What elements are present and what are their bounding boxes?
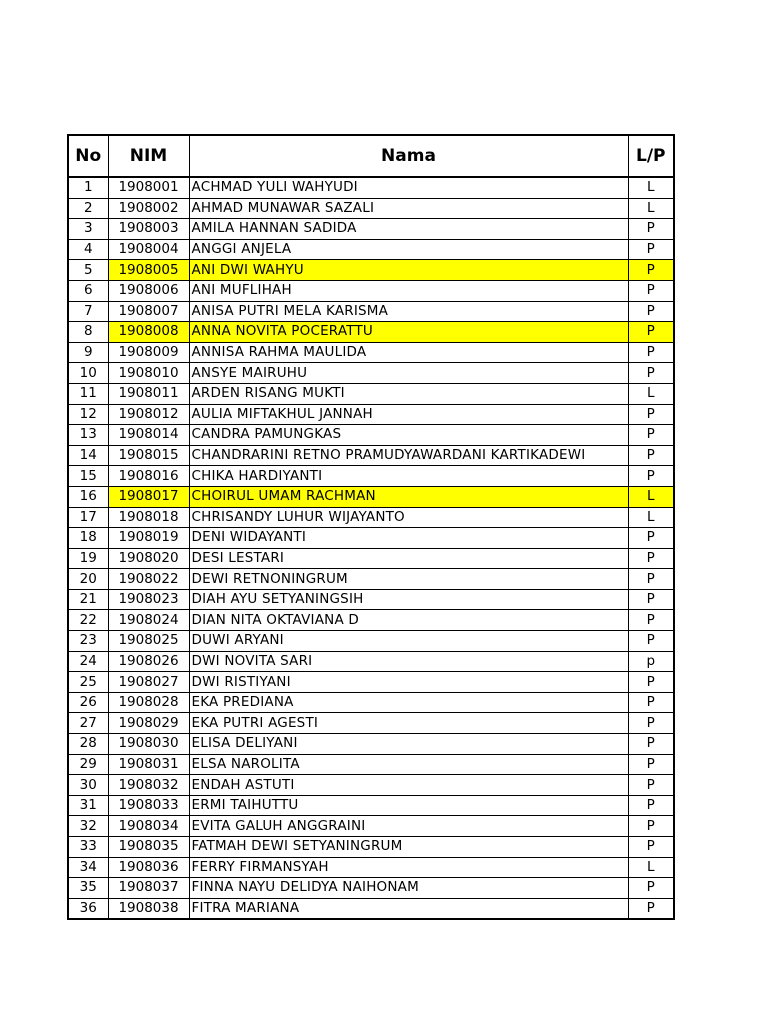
cell-nama: DESI LESTARI — [189, 548, 628, 569]
cell-nama: DUWI ARYANI — [189, 631, 628, 652]
cell-nama: AULIA MIFTAKHUL JANNAH — [189, 404, 628, 425]
table-row — [68, 363, 674, 384]
cell-nama: CANDRA PAMUNGKAS — [189, 425, 628, 446]
cell-nim: 1908030 — [108, 734, 189, 755]
cell-no: 12 — [68, 404, 108, 425]
cell-nama: ANNISA RAHMA MAULIDA — [189, 342, 628, 363]
cell-nama: ANI DWI WAHYU — [189, 260, 628, 281]
cell-nim: 1908009 — [108, 342, 189, 363]
cell-nim: 1908027 — [108, 672, 189, 693]
cell-nim: 1908005 — [108, 260, 189, 281]
table-row — [68, 548, 674, 569]
cell-no: 8 — [68, 322, 108, 343]
cell-nama: ANISA PUTRI MELA KARISMA — [189, 301, 628, 322]
table-row — [68, 219, 674, 240]
cell-lp: L — [628, 857, 674, 878]
cell-nama: DENI WIDAYANTI — [189, 528, 628, 549]
cell-nama: FERRY FIRMANSYAH — [189, 857, 628, 878]
header-lp: L/P — [628, 135, 674, 177]
cell-no: 6 — [68, 280, 108, 301]
cell-lp: L — [628, 507, 674, 528]
cell-nim: 1908038 — [108, 898, 189, 919]
table-row — [68, 610, 674, 631]
cell-no: 30 — [68, 775, 108, 796]
cell-nim: 1908034 — [108, 816, 189, 837]
cell-no: 25 — [68, 672, 108, 693]
table-row — [68, 425, 674, 446]
table-row — [68, 383, 674, 404]
cell-lp: P — [628, 713, 674, 734]
cell-nim: 1908012 — [108, 404, 189, 425]
table-row — [68, 754, 674, 775]
cell-lp: P — [628, 795, 674, 816]
table-row — [68, 672, 674, 693]
cell-nim: 1908010 — [108, 363, 189, 384]
table-row — [68, 301, 674, 322]
table-body — [68, 177, 674, 919]
cell-no: 32 — [68, 816, 108, 837]
cell-no: 27 — [68, 713, 108, 734]
cell-no: 33 — [68, 837, 108, 858]
cell-lp: L — [628, 383, 674, 404]
cell-lp: P — [628, 404, 674, 425]
cell-no: 18 — [68, 528, 108, 549]
cell-lp: P — [628, 239, 674, 260]
cell-no: 34 — [68, 857, 108, 878]
cell-nim: 1908014 — [108, 425, 189, 446]
cell-no: 7 — [68, 301, 108, 322]
cell-nim: 1908035 — [108, 837, 189, 858]
table-row — [68, 734, 674, 755]
cell-lp: p — [628, 651, 674, 672]
cell-nama: EVITA GALUH ANGGRAINI — [189, 816, 628, 837]
table-row — [68, 775, 674, 796]
cell-lp: L — [628, 486, 674, 507]
cell-nama: FINNA NAYU DELIDYA NAIHONAM — [189, 878, 628, 899]
header-nama: Nama — [189, 135, 628, 177]
cell-nim: 1908016 — [108, 466, 189, 487]
cell-nim: 1908037 — [108, 878, 189, 899]
cell-lp: P — [628, 754, 674, 775]
table-row — [68, 239, 674, 260]
table-row — [68, 795, 674, 816]
cell-lp: P — [628, 342, 674, 363]
cell-nim: 1908007 — [108, 301, 189, 322]
cell-no: 19 — [68, 548, 108, 569]
cell-nim: 1908018 — [108, 507, 189, 528]
cell-nama: DWI RISTIYANI — [189, 672, 628, 693]
table-row — [68, 486, 674, 507]
cell-nim: 1908022 — [108, 569, 189, 590]
cell-no: 13 — [68, 425, 108, 446]
cell-nim: 1908031 — [108, 754, 189, 775]
cell-nim: 1908032 — [108, 775, 189, 796]
cell-lp: P — [628, 672, 674, 693]
cell-lp: P — [628, 528, 674, 549]
cell-no: 26 — [68, 692, 108, 713]
table-row — [68, 569, 674, 590]
cell-no: 2 — [68, 198, 108, 219]
cell-no: 17 — [68, 507, 108, 528]
table-row — [68, 631, 674, 652]
cell-no: 11 — [68, 383, 108, 404]
cell-no: 3 — [68, 219, 108, 240]
cell-no: 9 — [68, 342, 108, 363]
table-row — [68, 651, 674, 672]
cell-nama: AHMAD MUNAWAR SAZALI — [189, 198, 628, 219]
cell-nim: 1908002 — [108, 198, 189, 219]
header-row — [68, 135, 674, 177]
cell-nim: 1908019 — [108, 528, 189, 549]
cell-nama: CHANDRARINI RETNO PRAMUDYAWARDANI KARTIKADEWI — [189, 445, 628, 466]
table-row — [68, 177, 674, 198]
table-row — [68, 857, 674, 878]
cell-nim: 1908004 — [108, 239, 189, 260]
table-row — [68, 878, 674, 899]
cell-nama: DIAN NITA OKTAVIANA D — [189, 610, 628, 631]
cell-nama: FATMAH DEWI SETYANINGRUM — [189, 837, 628, 858]
cell-no: 21 — [68, 589, 108, 610]
cell-no: 16 — [68, 486, 108, 507]
cell-no: 24 — [68, 651, 108, 672]
table-row — [68, 404, 674, 425]
table-row — [68, 280, 674, 301]
cell-nama: AMILA HANNAN SADIDA — [189, 219, 628, 240]
cell-lp: P — [628, 589, 674, 610]
table-row — [68, 322, 674, 343]
cell-nim: 1908033 — [108, 795, 189, 816]
cell-lp: P — [628, 548, 674, 569]
cell-nim: 1908020 — [108, 548, 189, 569]
cell-lp: P — [628, 425, 674, 446]
cell-lp: P — [628, 569, 674, 590]
table-row — [68, 713, 674, 734]
cell-nim: 1908006 — [108, 280, 189, 301]
cell-nama: CHIKA HARDIYANTI — [189, 466, 628, 487]
header-no: No — [68, 135, 108, 177]
cell-nama: DWI NOVITA SARI — [189, 651, 628, 672]
table-row — [68, 528, 674, 549]
cell-no: 10 — [68, 363, 108, 384]
cell-no: 5 — [68, 260, 108, 281]
cell-nama: FITRA MARIANA — [189, 898, 628, 919]
cell-no: 14 — [68, 445, 108, 466]
table-row — [68, 816, 674, 837]
cell-lp: L — [628, 177, 674, 198]
cell-nama: CHRISANDY LUHUR WIJAYANTO — [189, 507, 628, 528]
cell-nama: ANSYE MAIRUHU — [189, 363, 628, 384]
table-row — [68, 692, 674, 713]
cell-no: 35 — [68, 878, 108, 899]
header-nim: NIM — [108, 135, 189, 177]
cell-nama: ANI MUFLIHAH — [189, 280, 628, 301]
cell-no: 20 — [68, 569, 108, 590]
cell-no: 4 — [68, 239, 108, 260]
cell-nama: ELSA NAROLITA — [189, 754, 628, 775]
cell-lp: P — [628, 363, 674, 384]
table-row — [68, 898, 674, 919]
table-row — [68, 260, 674, 281]
table-row — [68, 507, 674, 528]
cell-nama: DIAH AYU SETYANINGSIH — [189, 589, 628, 610]
cell-nim: 1908015 — [108, 445, 189, 466]
cell-nama: EKA PUTRI AGESTI — [189, 713, 628, 734]
cell-no: 29 — [68, 754, 108, 775]
cell-nama: EKA PREDIANA — [189, 692, 628, 713]
cell-lp: P — [628, 610, 674, 631]
cell-lp: P — [628, 692, 674, 713]
cell-lp: P — [628, 219, 674, 240]
table-row — [68, 466, 674, 487]
cell-no: 1 — [68, 177, 108, 198]
cell-nama: DEWI RETNONINGRUM — [189, 569, 628, 590]
cell-nim: 1908029 — [108, 713, 189, 734]
cell-lp: P — [628, 322, 674, 343]
cell-lp: P — [628, 466, 674, 487]
cell-nim: 1908025 — [108, 631, 189, 652]
cell-lp: P — [628, 837, 674, 858]
cell-lp: P — [628, 445, 674, 466]
cell-nama: ERMI TAIHUTTU — [189, 795, 628, 816]
cell-nama: ARDEN RISANG MUKTI — [189, 383, 628, 404]
cell-nim: 1908003 — [108, 219, 189, 240]
student-table — [67, 134, 675, 920]
cell-nama: ANNA NOVITA POCERATTU — [189, 322, 628, 343]
table-row — [68, 198, 674, 219]
table-row — [68, 445, 674, 466]
cell-nama: ENDAH ASTUTI — [189, 775, 628, 796]
cell-nama: ELISA DELIYANI — [189, 734, 628, 755]
cell-lp: P — [628, 775, 674, 796]
cell-lp: P — [628, 898, 674, 919]
cell-no: 15 — [68, 466, 108, 487]
cell-nim: 1908017 — [108, 486, 189, 507]
cell-lp: P — [628, 260, 674, 281]
cell-lp: P — [628, 734, 674, 755]
cell-lp: P — [628, 878, 674, 899]
table-row — [68, 589, 674, 610]
cell-nim: 1908024 — [108, 610, 189, 631]
cell-no: 22 — [68, 610, 108, 631]
cell-nim: 1908036 — [108, 857, 189, 878]
cell-no: 28 — [68, 734, 108, 755]
cell-nama: ANGGI ANJELA — [189, 239, 628, 260]
cell-nim: 1908028 — [108, 692, 189, 713]
table-row — [68, 342, 674, 363]
cell-no: 23 — [68, 631, 108, 652]
table-row — [68, 837, 674, 858]
cell-no: 36 — [68, 898, 108, 919]
cell-lp: P — [628, 280, 674, 301]
cell-nim: 1908023 — [108, 589, 189, 610]
cell-lp: P — [628, 631, 674, 652]
cell-nim: 1908026 — [108, 651, 189, 672]
cell-no: 31 — [68, 795, 108, 816]
cell-lp: P — [628, 301, 674, 322]
cell-nim: 1908001 — [108, 177, 189, 198]
cell-lp: L — [628, 198, 674, 219]
cell-nim: 1908011 — [108, 383, 189, 404]
cell-nama: CHOIRUL UMAM RACHMAN — [189, 486, 628, 507]
cell-nim: 1908008 — [108, 322, 189, 343]
cell-nama: ACHMAD YULI WAHYUDI — [189, 177, 628, 198]
cell-lp: P — [628, 816, 674, 837]
